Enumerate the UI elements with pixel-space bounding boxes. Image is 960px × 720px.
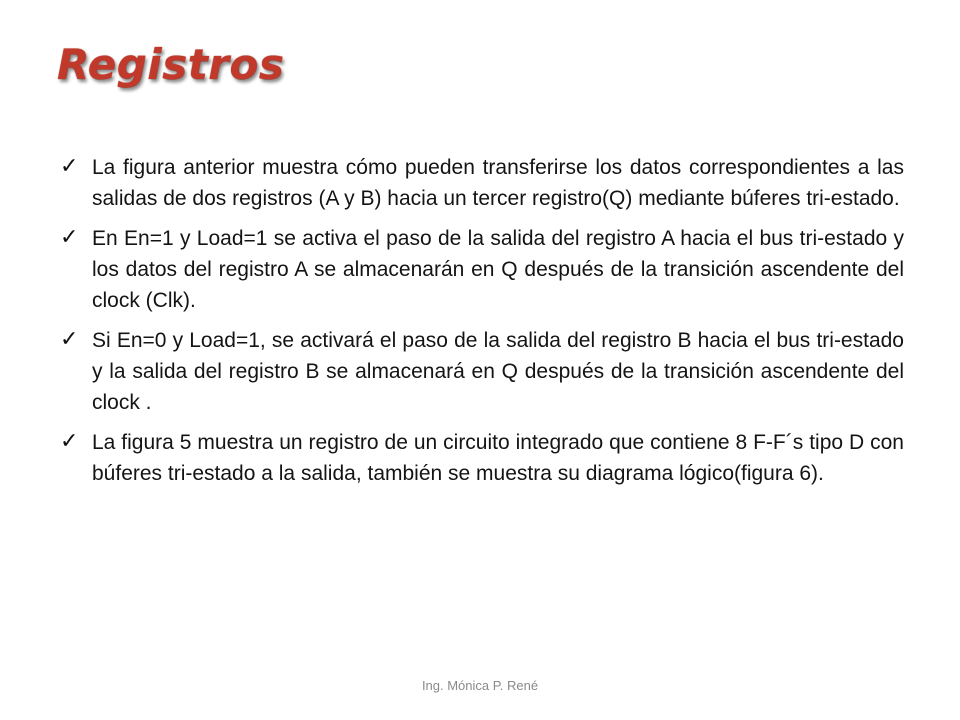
check-mark-icon: ✓ <box>60 429 79 454</box>
check-mark-icon: ✓ <box>60 154 79 179</box>
check-mark-icon: ✓ <box>60 225 79 250</box>
bullet-text: La figura 5 muestra un registro de un circuito integrado que contiene 8 F-F´s tipo D con búferes tri-estado a la salida, también se muestra su diagrama lógico(figura 6). <box>92 431 904 485</box>
bullet-item <box>58 152 904 214</box>
bullet-item <box>58 325 904 418</box>
bullet-text: Si En=0 y Load=1, se activará el paso de la salida del registro B hacia el bus tri-estado y la salida del registro B se almacenará en Q después de la transición ascendente del clock . <box>92 329 904 414</box>
check-mark-icon: ✓ <box>60 327 79 352</box>
bullet-text: En En=1 y Load=1 se activa el paso de la salida del registro A hacia el bus tri-estado y los datos del registro A se almacenarán en Q después de la transición ascendente del clock (Clk). <box>92 227 904 312</box>
footer-author: Ing. Mónica P. René <box>421 678 539 693</box>
bullet-text: La figura anterior muestra cómo pueden transferirse los datos correspondientes a las salidas de dos registros (A y B) hacia un tercer registro(Q) mediante búferes tri-estado. <box>92 156 904 210</box>
bullet-item <box>58 223 904 316</box>
bullet-item <box>58 427 904 489</box>
bullet-list <box>58 152 904 498</box>
slide-title: Registros <box>57 40 285 89</box>
